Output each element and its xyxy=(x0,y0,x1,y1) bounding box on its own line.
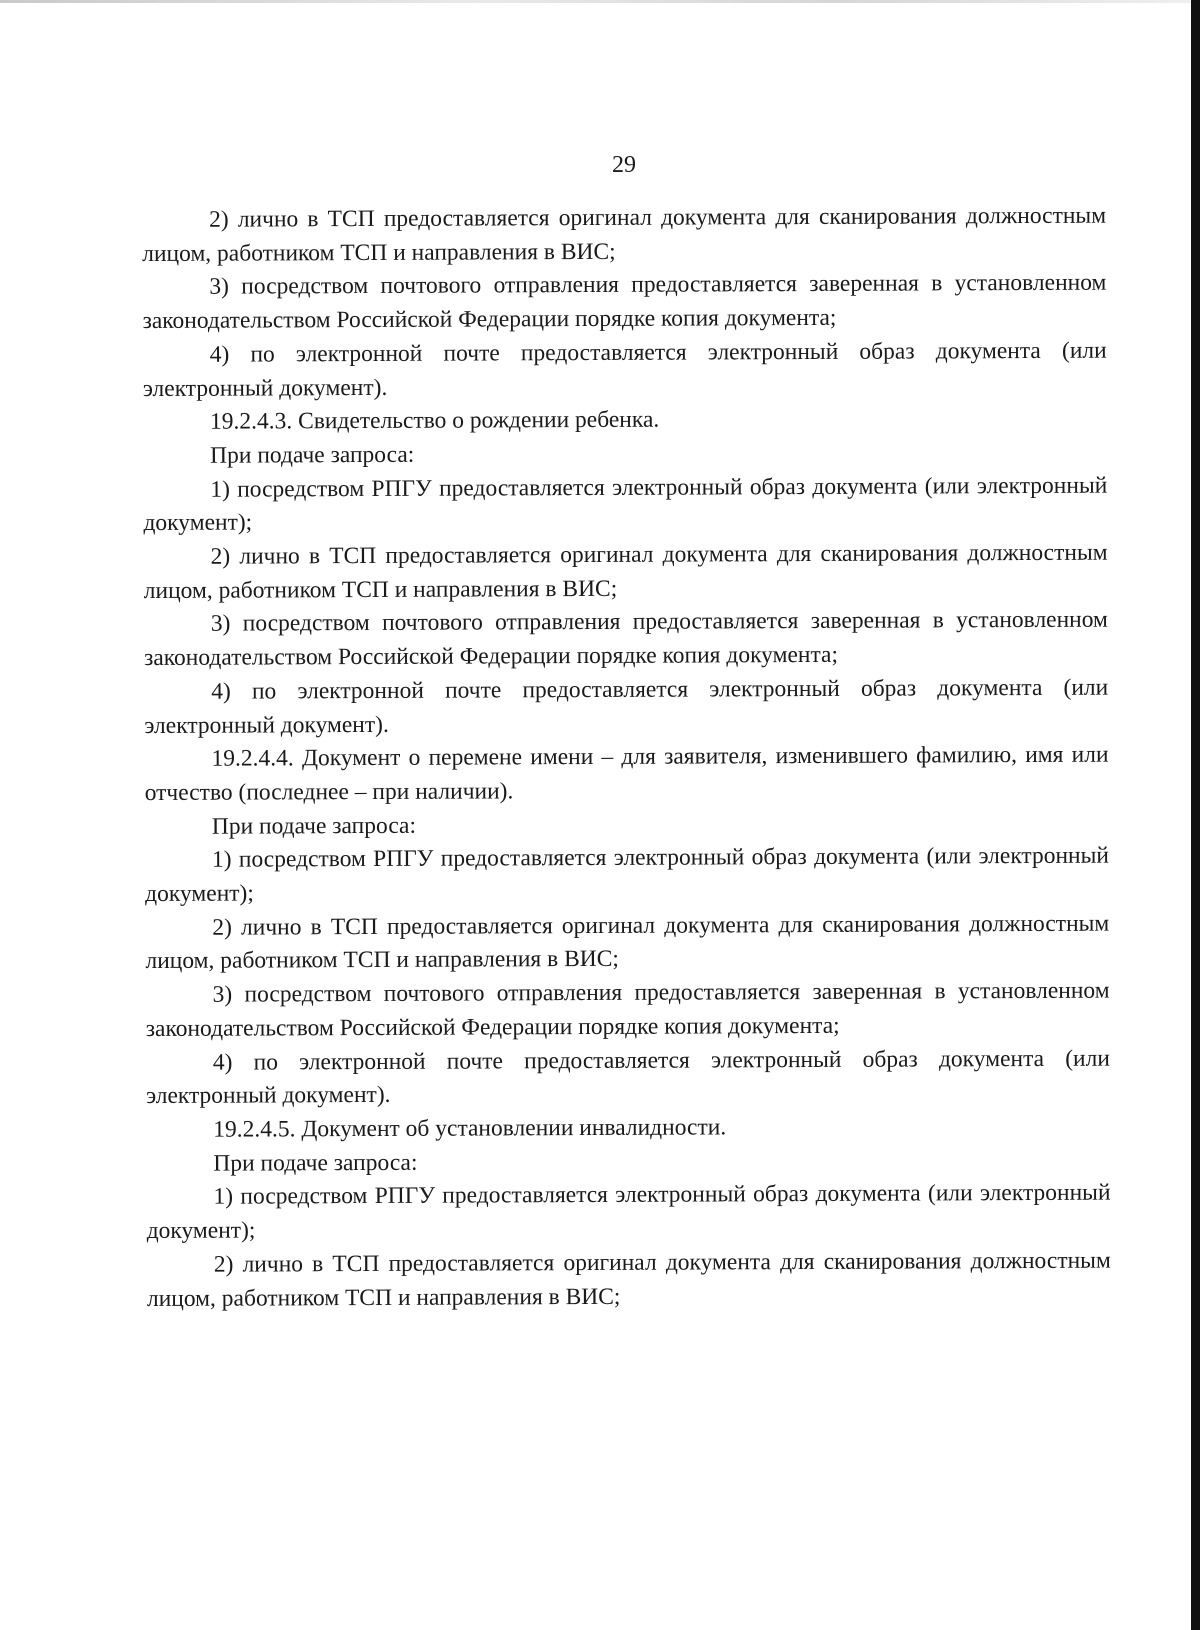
paragraph-item-3-by-mail: 3) посредством почтового отправления предоставляется заверенная в установленном законодательством Российской Федерации порядке копия документа; xyxy=(142,270,1107,335)
document-body xyxy=(142,200,1111,1317)
paragraph-item-3-by-mail: 3) посредством почтового отправления предоставляется заверенная в установленном законодательством Российской Федерации порядке копия документа; xyxy=(144,607,1108,672)
paragraph-item-2-in-person: 2) лично в ТСП предоставляется оригинал документа для сканирования должностным лицом, работником ТСП и направления в ВИС; xyxy=(143,539,1108,604)
paragraph-item-2-in-person: 2) лично в ТСП предоставляется оригинал документа для сканирования должностным лицом, работником ТСП и направления в ВИС; xyxy=(142,202,1107,267)
paragraph-item-4-by-email: 4) по электронной почте предоставляется электронный образ документа (или электронный документ). xyxy=(145,1045,1110,1110)
scan-right-edge xyxy=(1191,0,1200,1630)
paragraph-request-intro: При подаче запроса: xyxy=(210,441,415,469)
paragraph-item-2-in-person: 2) лично в ТСП предоставляется оригинал документа для сканирования должностным лицом, работником ТСП и направления в ВИС; xyxy=(145,910,1110,975)
paragraph-request-intro: При подаче запроса: xyxy=(211,812,417,840)
paragraph-item-4-by-email: 4) по электронной почте предоставляется электронный образ документа (или электронный документ). xyxy=(142,337,1107,402)
paragraph-item-4-by-email: 4) по электронной почте предоставляется электронный образ документа (или электронный документ). xyxy=(144,674,1109,739)
paragraph-item-1-via-portal: 1) посредством РПГУ предоставляется электронный образ документа (или электронный документ); xyxy=(143,472,1108,537)
section-heading-19-2-4-5: 19.2.4.5. Документ об установлении инвалидности. xyxy=(213,1114,727,1143)
paragraph-item-1-via-portal: 1) посредством РПГУ предоставляется электронный образ документа (или электронный документ); xyxy=(145,842,1110,908)
paragraph-item-2-in-person: 2) лично в ТСП предоставляется оригинал документа для сканирования должностным лицом, работником ТСП и направления в ВИС; xyxy=(146,1247,1111,1312)
paragraph-request-intro: При подаче запроса: xyxy=(213,1149,418,1177)
section-heading-19-2-4-3: 19.2.4.3. Свидетельство о рождении ребенка. xyxy=(209,406,660,435)
section-heading-19-2-4-4: 19.2.4.4. Документ о перемене имени – для заявителя, изменившего фамилию, имя или отчество (последнее – при наличии). xyxy=(144,741,1109,806)
paragraph-item-1-via-portal: 1) посредством РПГУ предоставляется электронный образ документа (или электронный документ); xyxy=(146,1180,1111,1245)
paragraph-item-3-by-mail: 3) посредством почтового отправления предоставляется заверенная в установленном законодательством Российской Федерации порядке копия документа; xyxy=(145,977,1110,1042)
page-number: 29 xyxy=(612,152,636,178)
